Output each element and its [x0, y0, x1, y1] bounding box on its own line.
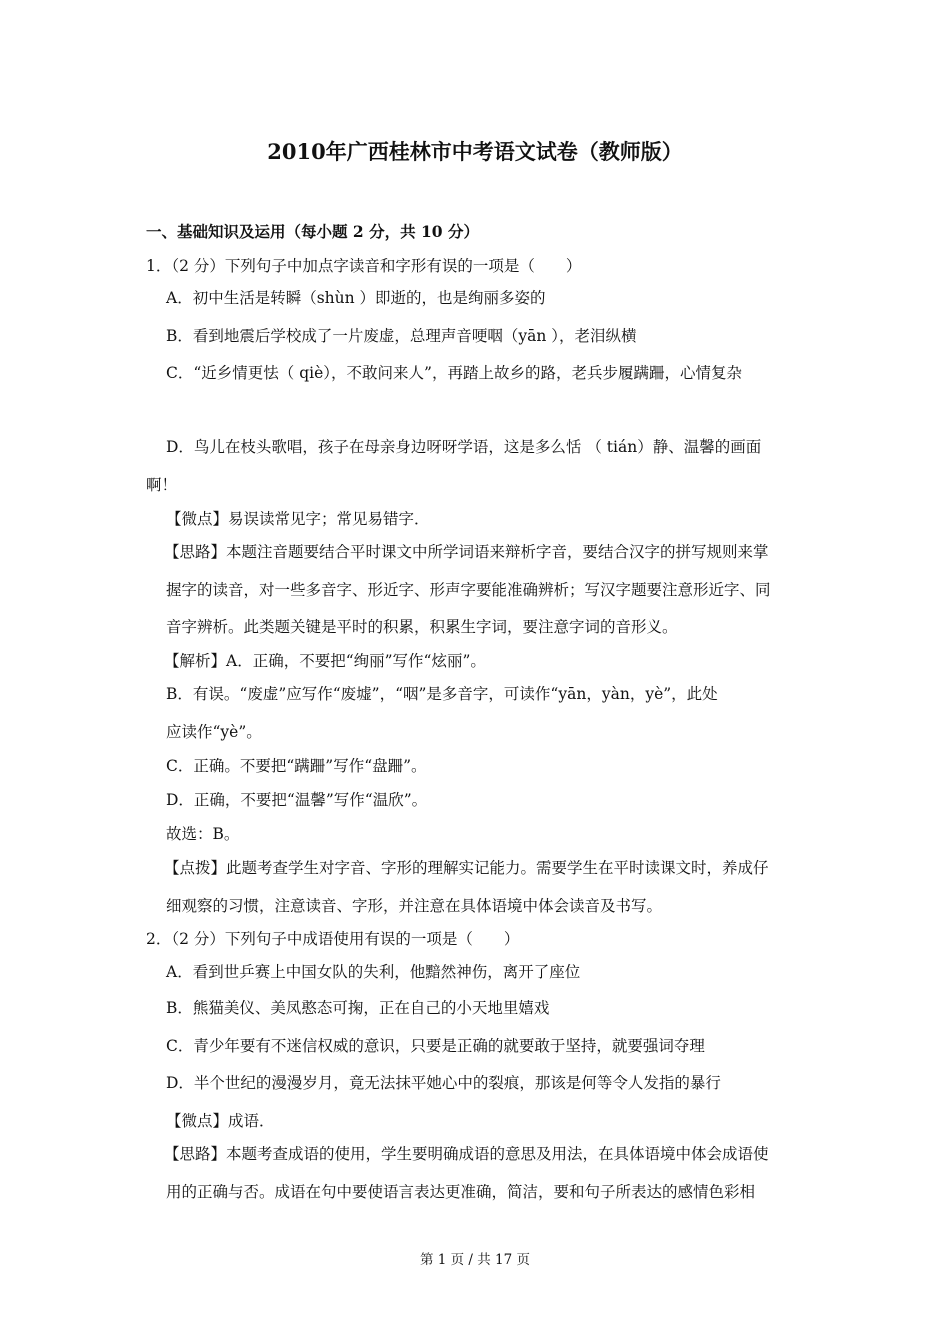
q1-stem: 1．（2 分）下列句子中加点字读音和字形有误的一项是（ ） — [146, 257, 582, 275]
q2-silu-line2: 用的正确与否。成语在句中要使语言表达更准确，简洁，要和句子所表达的感情色彩相 — [166, 1183, 756, 1201]
q1-silu-line2: 握字的读音，对一些多音字、形近字、形声字要能准确辨析；写汉字题要注意形近字、同 — [166, 581, 771, 599]
q2-option-a: A．看到世乒赛上中国女队的失利，他黯然神伤，离开了座位 — [166, 963, 581, 981]
q1-silu-line3: 音字辨析。此类题关键是平时的积累，积累生字词，要注意字词的音形义。 — [166, 618, 678, 636]
q1-option-a: A．初中生活是转瞬（shùn ）即逝的，也是绚丽多姿的 — [166, 289, 546, 307]
q2-silu-line1: 【思路】本题考查成语的使用，学生要明确成语的意思及用法，在具体语境中体会成语使 — [164, 1145, 769, 1163]
q2-option-d: D．半个世纪的漫漫岁月，竟无法抹平她心中的裂痕，那该是何等令人发指的暴行 — [166, 1074, 721, 1092]
q1-option-d: D．鸟儿在枝头歌唱，孩子在母亲身边呀呀学语，这是多么恬 （ tián）静、温馨的画面 — [166, 438, 762, 456]
q1-dianbo-line1: 【点拨】此题考查学生对字音、字形的理解实记能力。需要学生在平时读课文时，养成仔 — [164, 859, 769, 877]
q1-weidian: 【微点】易误读常见字；常见易错字． — [166, 510, 430, 528]
q1-option-b: B．看到地震后学校成了一片废虚，总理声音哽咽（yān ），老泪纵横 — [166, 327, 637, 345]
page-footer: 第 1 页 / 共 17 页 — [419, 1252, 531, 1268]
q1-answer: 故选：B。 — [166, 825, 240, 843]
q1-jiexi-line2: B．有误。“废虚”应写作“废墟”，“咽”是多音字，可读作“yān，yàn，yè”，此处 — [166, 685, 718, 703]
q1-jiexi-line1: 【解析】A．正确，不要把“绚丽”写作“炫丽”。 — [164, 652, 486, 670]
q2-stem: 2．（2 分）下列句子中成语使用有误的一项是（ ） — [146, 930, 520, 948]
q1-jiexi-line3: 应读作“yè”。 — [166, 723, 262, 741]
page-title: 2010年广西桂林市中考语文试卷（教师版） — [267, 139, 683, 164]
q2-option-b: B．熊猫美仪、美凤憨态可掬，正在自己的小天地里嬉戏 — [166, 999, 550, 1017]
q1-option-d-cont: 啊！ — [146, 476, 178, 494]
q2-option-c: C．青少年要有不迷信权威的意识，只要是正确的就要敢于坚持，就要强词夺理 — [166, 1037, 705, 1055]
q1-silu-line1: 【思路】本题注音题要结合平时课文中所学词语来辩析字音，要结合汉字的拼写规则来掌 — [164, 543, 769, 561]
q1-dianbo-line2: 细观察的习惯，注意读音、字形，并注意在具体语境中体会读音及书写。 — [166, 897, 663, 915]
q1-jiexi-line4: C．正确。不要把“蹒跚”写作“盘跚”。 — [166, 757, 427, 775]
q2-weidian: 【微点】成语． — [166, 1112, 275, 1130]
section-heading: 一、基础知识及运用（每小题 2 分，共 10 分） — [146, 222, 479, 241]
q1-option-c: C．“近乡情更怯（ qiè），不敢问来人”，再踏上故乡的路，老兵步履蹒跚，心情复杂 — [166, 364, 742, 382]
q1-jiexi-line5: D．正确，不要把“温馨”写作“温欣”。 — [166, 791, 428, 809]
